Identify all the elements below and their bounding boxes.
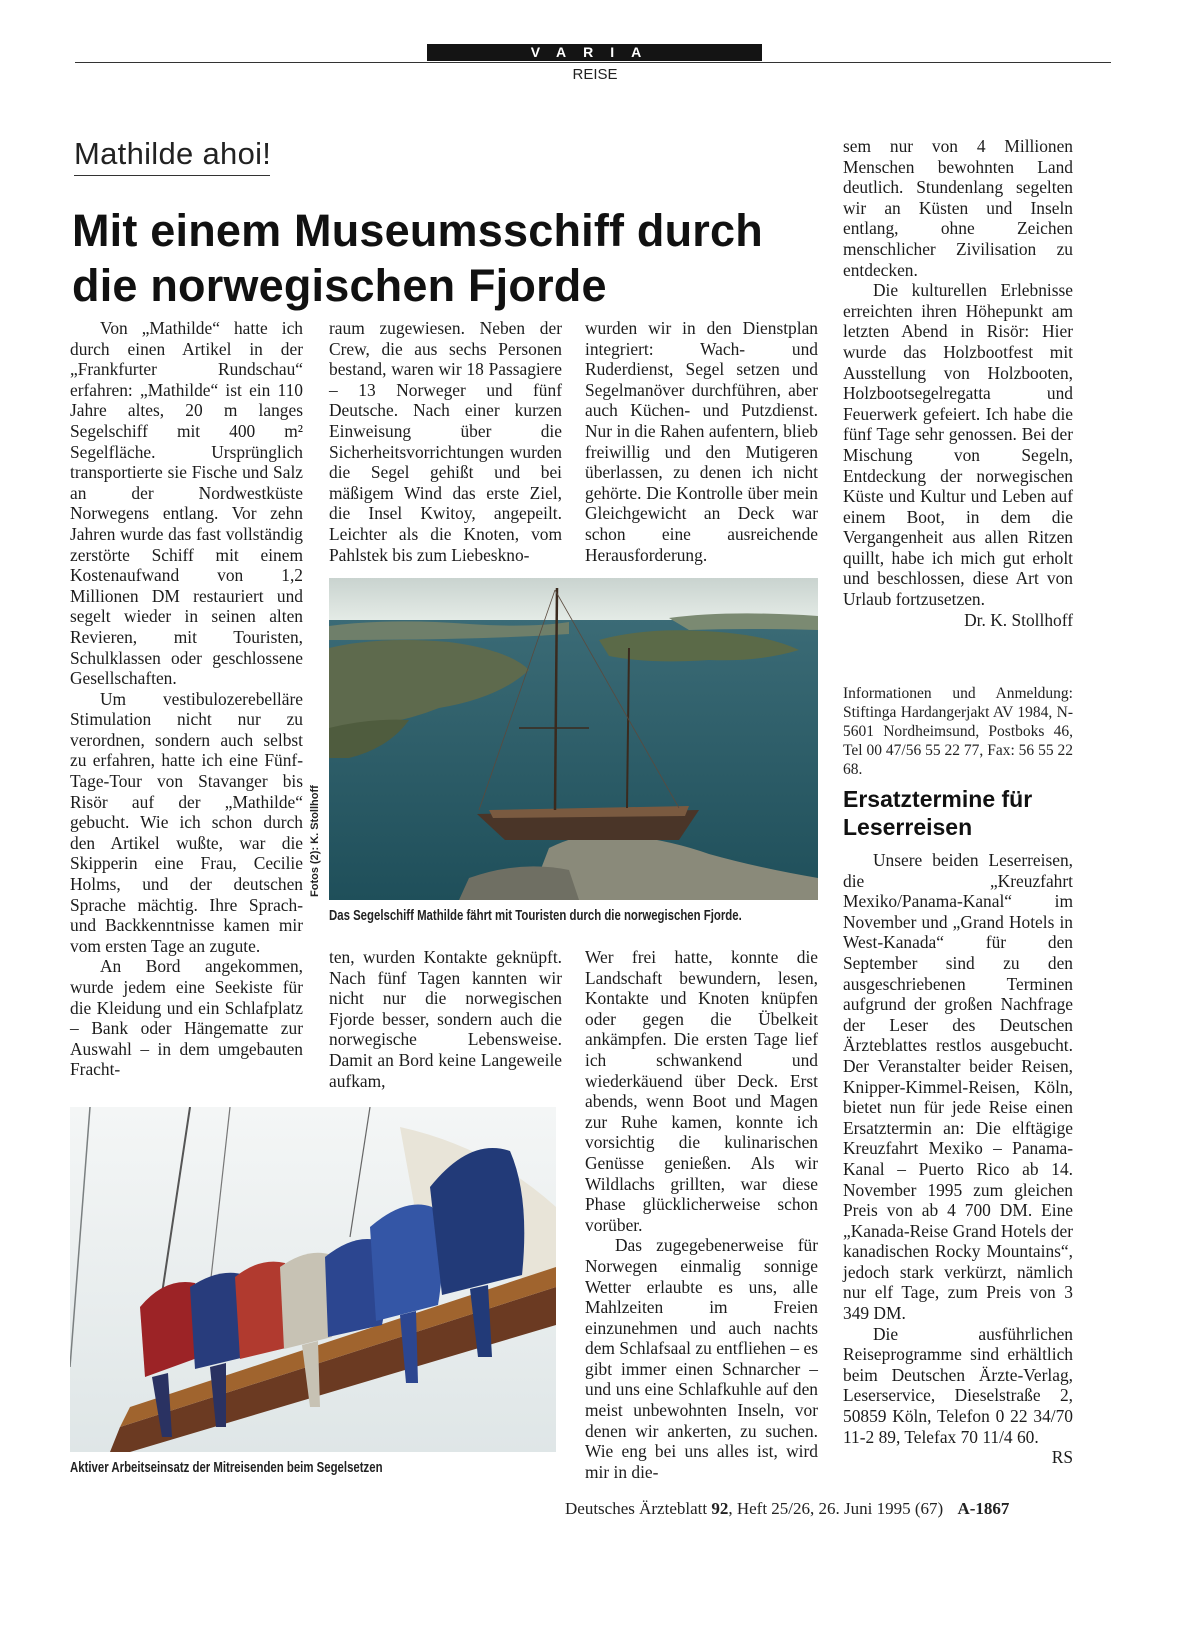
article-column-2-bottom: [329, 947, 562, 1091]
sidebar-headline: Ersatztermine für Leserreisen: [843, 786, 1033, 840]
page-number: A-1867: [957, 1499, 1010, 1518]
article-kicker: Mathilde ahoi!: [74, 136, 272, 171]
paragraph: ten, wurden Kontakte geknüpft. Nach fünf Tagen kannten wir nicht nur die norwegischen Fjorde besser, sondern auch die norwegische Lebensweise. Damit an Bord keine Langeweile aufkam,: [329, 947, 562, 1091]
fjord-photo: [329, 578, 818, 900]
paragraph: sem nur von 4 Millionen Menschen bewohnten Land deutlich. Stundenlang segelten wir an Küsten und Inseln entlang, ohne Zeichen menschlicher Zivilisation zu entdecken.: [843, 136, 1073, 280]
paragraph: Von „Mathilde“ hatte ich durch einen Artikel in der „Frankfurter Rundschau“ erfahren: „Mathilde“ ist ein 110 Jahre altes, 20 m langes Segelschiff mit 400 m² Segelfläche. Ursprünglich transportierte sie Fische und Salz an der Nordwestküste Norwegens entlang. Vor zehn Jahren wurde das fast vollständig zerstörte Schiff mit einem Kostenaufwand von 1,2 Millionen DM restauriert und segelt wieder in seinen alten Revieren, mit Touristen, Schulklassen oder geschlossene Gesellschaften.: [70, 318, 303, 689]
article-column-3-top: [585, 318, 818, 565]
article-column-1: [70, 318, 303, 1080]
section-label: REISE: [572, 66, 618, 83]
paragraph: wurden wir in den Dienstplan integriert: Wach- und Ruderdienst, Segel setzen und Segelmanöver durchführen, aber auch Küchen- und Putzdienst. Nur in die Rahen aufentern, blieb freiwillig und den Mutigeren überlassen, zu denen ich nicht gehörte. Die Kontrolle über mein Gleichgewicht an Deck war schon eine ausreichende Herausforderung.: [585, 318, 818, 565]
info-block: Informationen und Anmeldung: Stiftinga Hardangerjakt AV 1984, N-5601 Nordheimsund, Postboks 46, Tel 00 47/56 55 22 77, Fax: 56 55 22 68.: [843, 685, 1073, 778]
paragraph: An Bord angekommen, wurde jedem eine Seekiste für die Kleidung und ein Schlafplatz – Bank oder Hängematte zur Auswahl – in dem umgebauten Fracht-: [70, 956, 303, 1080]
article-headline: Mit einem Museumsschiff durch die norwegischen Fjorde: [72, 205, 763, 311]
sidebar-initials: RS: [1051, 1447, 1073, 1468]
paragraph: Unsere beiden Leserreisen, die „Kreuzfahrt Mexiko/Panama-Kanal“ im November und „Grand Hotels in West-Kanada“ für den September sind zu den ausgeschriebenen Terminen aufgrund der großen Nachfrage der Leser des Deutschen Ärzteblattes restlos ausgebucht. Der Veranstalter beider Reisen, Knipper-Kimmel-Reisen, Köln, bietet nun für jede Reise einen Ersatztermin an: Die elftägige Kreuzfahrt Mexiko – Panama-Kanal – Puerto Rico ab 14. November 1995 zum gleichen Preis von ab 4 700 DM. Eine „Kanada-Reise Grand Hotels der kanadischen Rocky Mountains“, jedoch stark verkürzt, nämlich nur elf Tage, zum Preis von 3 349 DM.: [843, 850, 1073, 1324]
header-rule: [75, 62, 1111, 63]
crew-photo-illustration: [70, 1107, 556, 1452]
paragraph: Das zugegebenerweise für Norwegen einmalig sonnige Wetter erlaubte es uns, alle Mahlzeiten im Freien einzunehmen und auch nachts dem Schlafsaal zu entfliehen – es gibt immer einen Schnarcher – und uns eine Schlafkuhle auf den meist unbewohnten Inseln, vor denen wir ankerten, zu suchen. Wie eng bei uns alles ist, wird mir in die-: [585, 1235, 818, 1482]
fjord-photo-illustration: [329, 578, 818, 900]
crew-photo-caption: Aktiver Arbeitseinsatz der Mitreisenden beim Segelsetzen: [70, 1459, 383, 1476]
kicker-underline: [74, 175, 270, 176]
article-column-2-top: [329, 318, 562, 565]
article-column-4: [843, 136, 1073, 630]
paragraph: Wer frei hatte, konnte die Landschaft bewundern, lesen, Kontakte und Knoten knüpfen oder gegen die Übelkeit ankämpfen. Die ersten Tage lief ich schwankend und wiederkäuend über Deck. Erst abends, wenn Boot und Magen zur Ruhe kamen, konnte ich vorsichtig die kulinarischen Genüsse genießen. Als wir Wildlachs grillten, war diese Phase glücklicherweise schon vorüber.: [585, 947, 818, 1235]
journal-volume: 92: [711, 1499, 729, 1518]
journal-issue: , Heft 25/26, 26. Juni 1995 (67): [728, 1499, 944, 1518]
page-footer: [565, 1499, 1113, 1519]
paragraph: raum zugewiesen. Neben der Crew, die aus sechs Personen bestand, waren wir 18 Passagiere – 13 Norweger und fünf Deutsche. Nach einer kurzen Einweisung über die Sicherheitsvorrichtungen wurden die Segel gehißt und bei mäßigem Wind das erste Ziel, die Insel Kwitoy, angepeilt. Leichter als die Knoten, vom Pahlstek bis zum Liebeskno-: [329, 318, 562, 565]
paragraph: Um vestibulozerebelläre Stimulation nicht nur zu verordnen, sondern auch selbst zu erfahren, hatte ich eine Fünf-Tage-Tour von Stavanger bis Risör auf der „Mathilde“ gebucht. Wie ich schon durch den Artikel wußte, war die Skipperin eine Frau, Cecilie Holms, und der deutschen Sprache mächtig. Ihre Sprach- und Backkenntnisse kamen mir vom ersten Tage an zugute.: [70, 688, 303, 956]
fjord-photo-caption: Das Segelschiff Mathilde fährt mit Touristen durch die norwegischen Fjorde.: [329, 907, 742, 924]
photo-credit: Fotos (2): K. Stollhoff: [309, 785, 321, 897]
journal-name: Deutsches Ärzteblatt: [565, 1499, 708, 1518]
paragraph: Die ausführlichen Reiseprogramme sind erhältlich beim Deutschen Ärzte-Verlag, Leserservice, Dieselstraße 2, 50859 Köln, Telefon 0 22 34/70 11-2 89, Telefax 70 11/4 60.: [843, 1323, 1073, 1447]
article-column-3-bottom: [585, 947, 818, 1482]
rubric-bar: VARIA: [427, 44, 762, 61]
crew-photo: [70, 1107, 556, 1452]
article-signature: Dr. K. Stollhoff: [964, 609, 1073, 630]
paragraph: Die kulturellen Erlebnisse erreichten ihren Höhepunkt am letzten Abend in Risör: Hier wurde das Holzbootfest mit Ausstellung von Holzbooten, Holzbootsegelregatta und Feuerwerk gefeiert. Ich habe die fünf Tage sehr genossen. Bei der Mischung von Segeln, Entdeckung der norwegischen Küste und Kultur und Leben auf einem Boot, in dem die Vergangenheit aus allen Ritzen quillt, habe ich mich gut erholt und beschlossen, diese Art von Urlaub fortzusetzen.: [843, 280, 1073, 610]
sidebar-body: [843, 850, 1073, 1468]
